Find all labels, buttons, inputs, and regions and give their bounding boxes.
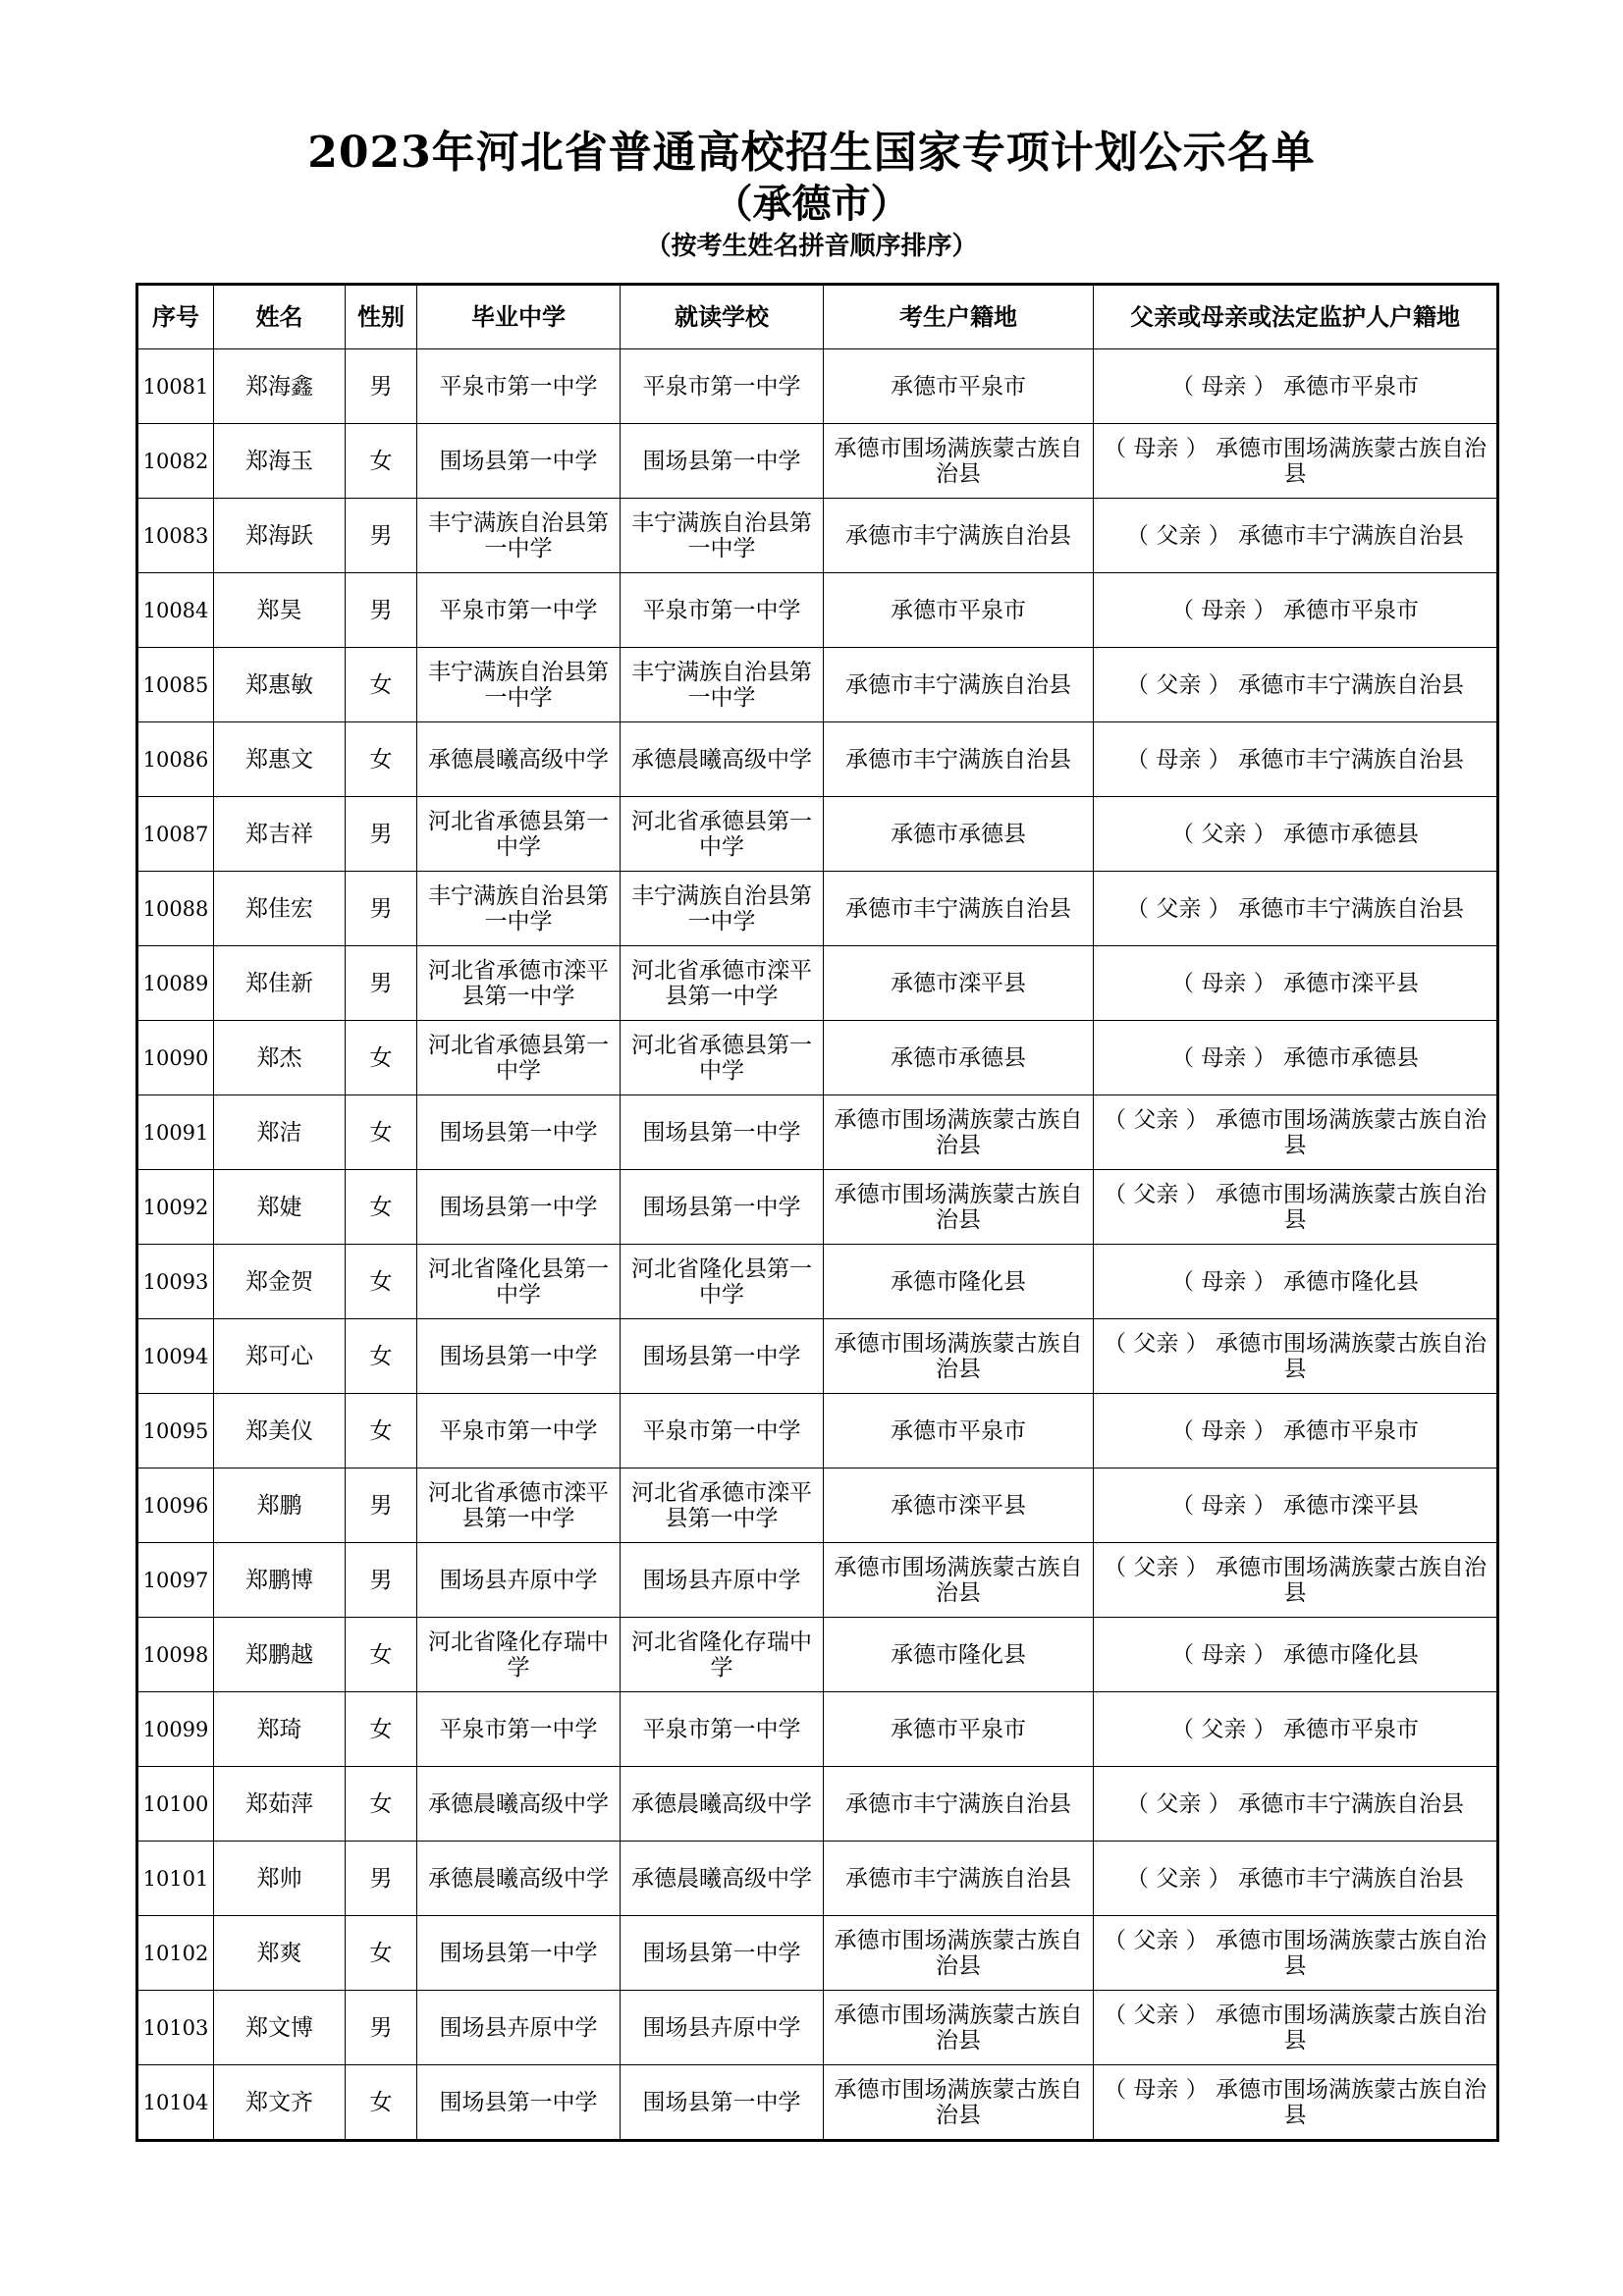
- graduation-school-cell: 丰宁满族自治县第一中学: [417, 872, 621, 946]
- graduation-school-cell: 河北省承德县第一中学: [417, 797, 621, 872]
- gender-cell: 女: [346, 1170, 417, 1245]
- guardian-registration-cell: （ 母亲 ） 承德市平泉市: [1094, 1394, 1498, 1468]
- graduation-school-cell: 承德晨曦高级中学: [417, 1842, 621, 1916]
- serial-number-cell: 10091: [137, 1095, 214, 1170]
- graduation-school-cell: 围场县第一中学: [417, 1916, 621, 1991]
- graduation-school-cell: 河北省隆化县第一中学: [417, 1245, 621, 1319]
- header-gender: 性别: [346, 285, 417, 349]
- document-title: 2023年河北省普通高校招生国家专项计划公示名单: [307, 128, 1316, 178]
- serial-number-cell: 10089: [137, 946, 214, 1021]
- gender-cell: 女: [346, 1692, 417, 1767]
- household-registration-cell: 承德市围场满族蒙古族自治县: [824, 1543, 1094, 1618]
- header-household-registration: 考生户籍地: [824, 285, 1094, 349]
- guardian-registration-cell: （ 父亲 ） 承德市围场满族蒙古族自治县: [1094, 1319, 1498, 1394]
- gender-cell: 女: [346, 648, 417, 722]
- table-row: [137, 1021, 1498, 1095]
- current-school-cell: 河北省隆化存瑞中学: [621, 1618, 824, 1692]
- gender-cell: 女: [346, 1319, 417, 1394]
- household-registration-cell: 承德市围场满族蒙古族自治县: [824, 1319, 1094, 1394]
- serial-number-cell: 10086: [137, 722, 214, 797]
- guardian-registration-cell: （ 父亲 ） 承德市丰宁满族自治县: [1094, 872, 1498, 946]
- current-school-cell: 承德晨曦高级中学: [621, 1842, 824, 1916]
- sort-note: （按考生姓名拼音顺序排序）: [645, 232, 978, 261]
- header-guardian-registration: 父亲或母亲或法定监护人户籍地: [1094, 285, 1498, 349]
- current-school-cell: 围场县第一中学: [621, 1095, 824, 1170]
- household-registration-cell: 承德市丰宁满族自治县: [824, 872, 1094, 946]
- name-cell: 郑文齐: [214, 2065, 346, 2141]
- gender-cell: 女: [346, 722, 417, 797]
- name-cell: 郑惠文: [214, 722, 346, 797]
- gender-cell: 女: [346, 1245, 417, 1319]
- guardian-registration-cell: （ 母亲 ） 承德市承德县: [1094, 1021, 1498, 1095]
- serial-number-cell: 10088: [137, 872, 214, 946]
- graduation-school-cell: 平泉市第一中学: [417, 573, 621, 648]
- name-cell: 郑爽: [214, 1916, 346, 1991]
- graduation-school-cell: 平泉市第一中学: [417, 1394, 621, 1468]
- household-registration-cell: 承德市承德县: [824, 797, 1094, 872]
- graduation-school-cell: 围场县第一中学: [417, 1095, 621, 1170]
- guardian-registration-cell: （ 父亲 ） 承德市丰宁满族自治县: [1094, 648, 1498, 722]
- current-school-cell: 围场县第一中学: [621, 424, 824, 499]
- graduation-school-cell: 丰宁满族自治县第一中学: [417, 648, 621, 722]
- serial-number-cell: 10093: [137, 1245, 214, 1319]
- serial-number-cell: 10099: [137, 1692, 214, 1767]
- name-cell: 郑海跃: [214, 499, 346, 573]
- table-row: [137, 573, 1498, 648]
- current-school-cell: 围场县卉原中学: [621, 1543, 824, 1618]
- graduation-school-cell: 围场县卉原中学: [417, 1543, 621, 1618]
- table-row: [137, 1692, 1498, 1767]
- name-cell: 郑鹏: [214, 1468, 346, 1543]
- name-cell: 郑鹏越: [214, 1618, 346, 1692]
- table-row: [137, 1842, 1498, 1916]
- gender-cell: 男: [346, 1468, 417, 1543]
- household-registration-cell: 承德市丰宁满族自治县: [824, 722, 1094, 797]
- serial-number-cell: 10082: [137, 424, 214, 499]
- name-cell: 郑佳宏: [214, 872, 346, 946]
- gender-cell: 男: [346, 797, 417, 872]
- graduation-school-cell: 河北省承德市滦平县第一中学: [417, 946, 621, 1021]
- household-registration-cell: 承德市平泉市: [824, 1394, 1094, 1468]
- name-cell: 郑美仪: [214, 1394, 346, 1468]
- current-school-cell: 河北省承德县第一中学: [621, 797, 824, 872]
- gender-cell: 男: [346, 946, 417, 1021]
- name-cell: 郑茹萍: [214, 1767, 346, 1842]
- graduation-school-cell: 河北省承德县第一中学: [417, 1021, 621, 1095]
- gender-cell: 男: [346, 872, 417, 946]
- name-cell: 郑惠敏: [214, 648, 346, 722]
- current-school-cell: 河北省承德市滦平县第一中学: [621, 946, 824, 1021]
- gender-cell: 女: [346, 424, 417, 499]
- header-current-school: 就读学校: [621, 285, 824, 349]
- name-cell: 郑昊: [214, 573, 346, 648]
- table-row: [137, 1394, 1498, 1468]
- table-row: [137, 946, 1498, 1021]
- serial-number-cell: 10102: [137, 1916, 214, 1991]
- current-school-cell: 丰宁满族自治县第一中学: [621, 648, 824, 722]
- name-cell: 郑金贺: [214, 1245, 346, 1319]
- guardian-registration-cell: （ 父亲 ） 承德市围场满族蒙古族自治县: [1094, 1916, 1498, 1991]
- current-school-cell: 围场县第一中学: [621, 1170, 824, 1245]
- household-registration-cell: 承德市滦平县: [824, 1468, 1094, 1543]
- document-subtitle: （承德市）: [713, 181, 910, 227]
- graduation-school-cell: 河北省隆化存瑞中学: [417, 1618, 621, 1692]
- table-body: [137, 349, 1498, 2141]
- current-school-cell: 河北省承德县第一中学: [621, 1021, 824, 1095]
- gender-cell: 女: [346, 1618, 417, 1692]
- guardian-registration-cell: （ 父亲 ） 承德市丰宁满族自治县: [1094, 499, 1498, 573]
- guardian-registration-cell: （ 父亲 ） 承德市承德县: [1094, 797, 1498, 872]
- guardian-registration-cell: （ 母亲 ） 承德市平泉市: [1094, 573, 1498, 648]
- gender-cell: 女: [346, 1021, 417, 1095]
- table-row: [137, 2065, 1498, 2141]
- serial-number-cell: 10097: [137, 1543, 214, 1618]
- serial-number-cell: 10081: [137, 349, 214, 424]
- current-school-cell: 丰宁满族自治县第一中学: [621, 499, 824, 573]
- gender-cell: 女: [346, 1394, 417, 1468]
- table-row: [137, 1468, 1498, 1543]
- name-cell: 郑杰: [214, 1021, 346, 1095]
- name-cell: 郑洁: [214, 1095, 346, 1170]
- serial-number-cell: 10085: [137, 648, 214, 722]
- gender-cell: 女: [346, 2065, 417, 2141]
- guardian-registration-cell: （ 母亲 ） 承德市滦平县: [1094, 1468, 1498, 1543]
- household-registration-cell: 承德市围场满族蒙古族自治县: [824, 1095, 1094, 1170]
- table-row: [137, 499, 1498, 573]
- table-row: [137, 722, 1498, 797]
- household-registration-cell: 承德市围场满族蒙古族自治县: [824, 1170, 1094, 1245]
- table-header: [137, 285, 1498, 349]
- gender-cell: 女: [346, 1916, 417, 1991]
- household-registration-cell: 承德市围场满族蒙古族自治县: [824, 2065, 1094, 2141]
- gender-cell: 男: [346, 1543, 417, 1618]
- gender-cell: 女: [346, 1095, 417, 1170]
- name-cell: 郑佳新: [214, 946, 346, 1021]
- current-school-cell: 承德晨曦高级中学: [621, 722, 824, 797]
- current-school-cell: 围场县第一中学: [621, 1916, 824, 1991]
- current-school-cell: 围场县第一中学: [621, 2065, 824, 2141]
- guardian-registration-cell: （ 父亲 ） 承德市丰宁满族自治县: [1094, 1842, 1498, 1916]
- name-cell: 郑婕: [214, 1170, 346, 1245]
- gender-cell: 男: [346, 1991, 417, 2065]
- household-registration-cell: 承德市平泉市: [824, 349, 1094, 424]
- table-row: [137, 1618, 1498, 1692]
- guardian-registration-cell: （ 父亲 ） 承德市丰宁满族自治县: [1094, 1767, 1498, 1842]
- household-registration-cell: 承德市围场满族蒙古族自治县: [824, 1916, 1094, 1991]
- guardian-registration-cell: （ 父亲 ） 承德市平泉市: [1094, 1692, 1498, 1767]
- table-row: [137, 424, 1498, 499]
- serial-number-cell: 10098: [137, 1618, 214, 1692]
- name-cell: 郑可心: [214, 1319, 346, 1394]
- household-registration-cell: 承德市承德县: [824, 1021, 1094, 1095]
- serial-number-cell: 10100: [137, 1767, 214, 1842]
- household-registration-cell: 承德市平泉市: [824, 1692, 1094, 1767]
- name-cell: 郑文博: [214, 1991, 346, 2065]
- household-registration-cell: 承德市丰宁满族自治县: [824, 499, 1094, 573]
- household-registration-cell: 承德市丰宁满族自治县: [824, 1842, 1094, 1916]
- current-school-cell: 平泉市第一中学: [621, 349, 824, 424]
- household-registration-cell: 承德市平泉市: [824, 573, 1094, 648]
- current-school-cell: 围场县卉原中学: [621, 1991, 824, 2065]
- household-registration-cell: 承德市丰宁满族自治县: [824, 648, 1094, 722]
- gender-cell: 男: [346, 1842, 417, 1916]
- gender-cell: 男: [346, 573, 417, 648]
- current-school-cell: 平泉市第一中学: [621, 1692, 824, 1767]
- serial-number-cell: 10096: [137, 1468, 214, 1543]
- graduation-school-cell: 围场县第一中学: [417, 424, 621, 499]
- graduation-school-cell: 围场县第一中学: [417, 1319, 621, 1394]
- gender-cell: 女: [346, 1767, 417, 1842]
- guardian-registration-cell: （ 母亲 ） 承德市隆化县: [1094, 1618, 1498, 1692]
- graduation-school-cell: 围场县第一中学: [417, 2065, 621, 2141]
- name-cell: 郑海鑫: [214, 349, 346, 424]
- name-cell: 郑吉祥: [214, 797, 346, 872]
- name-cell: 郑琦: [214, 1692, 346, 1767]
- graduation-school-cell: 围场县卉原中学: [417, 1991, 621, 2065]
- graduation-school-cell: 承德晨曦高级中学: [417, 1767, 621, 1842]
- guardian-registration-cell: （ 母亲 ） 承德市平泉市: [1094, 349, 1498, 424]
- guardian-registration-cell: （ 父亲 ） 承德市围场满族蒙古族自治县: [1094, 1095, 1498, 1170]
- table-row: [137, 648, 1498, 722]
- table-row: [137, 872, 1498, 946]
- guardian-registration-cell: （ 母亲 ） 承德市滦平县: [1094, 946, 1498, 1021]
- gender-cell: 男: [346, 349, 417, 424]
- header-serial-number: 序号: [137, 285, 214, 349]
- current-school-cell: 平泉市第一中学: [621, 573, 824, 648]
- guardian-registration-cell: （ 父亲 ） 承德市围场满族蒙古族自治县: [1094, 1991, 1498, 2065]
- name-cell: 郑帅: [214, 1842, 346, 1916]
- serial-number-cell: 10101: [137, 1842, 214, 1916]
- household-registration-cell: 承德市围场满族蒙古族自治县: [824, 424, 1094, 499]
- household-registration-cell: 承德市隆化县: [824, 1618, 1094, 1692]
- serial-number-cell: 10087: [137, 797, 214, 872]
- guardian-registration-cell: （ 母亲 ） 承德市围场满族蒙古族自治县: [1094, 2065, 1498, 2141]
- gender-cell: 男: [346, 499, 417, 573]
- guardian-registration-cell: （ 父亲 ） 承德市围场满族蒙古族自治县: [1094, 1543, 1498, 1618]
- table-row: [137, 1095, 1498, 1170]
- serial-number-cell: 10094: [137, 1319, 214, 1394]
- name-cell: 郑海玉: [214, 424, 346, 499]
- table-row: [137, 1767, 1498, 1842]
- graduation-school-cell: 河北省承德市滦平县第一中学: [417, 1468, 621, 1543]
- current-school-cell: 丰宁满族自治县第一中学: [621, 872, 824, 946]
- student-roster-table: [135, 283, 1499, 2142]
- header-graduation-school: 毕业中学: [417, 285, 621, 349]
- current-school-cell: 河北省承德市滦平县第一中学: [621, 1468, 824, 1543]
- table-row: [137, 1245, 1498, 1319]
- header-name: 姓名: [214, 285, 346, 349]
- table-row: [137, 1170, 1498, 1245]
- graduation-school-cell: 丰宁满族自治县第一中学: [417, 499, 621, 573]
- graduation-school-cell: 平泉市第一中学: [417, 349, 621, 424]
- serial-number-cell: 10090: [137, 1021, 214, 1095]
- table-row: [137, 1543, 1498, 1618]
- guardian-registration-cell: （ 母亲 ） 承德市围场满族蒙古族自治县: [1094, 424, 1498, 499]
- serial-number-cell: 10092: [137, 1170, 214, 1245]
- current-school-cell: 河北省隆化县第一中学: [621, 1245, 824, 1319]
- serial-number-cell: 10103: [137, 1991, 214, 2065]
- current-school-cell: 围场县第一中学: [621, 1319, 824, 1394]
- table-row: [137, 797, 1498, 872]
- graduation-school-cell: 平泉市第一中学: [417, 1692, 621, 1767]
- header-row: [137, 285, 1498, 349]
- guardian-registration-cell: （ 母亲 ） 承德市隆化县: [1094, 1245, 1498, 1319]
- household-registration-cell: 承德市滦平县: [824, 946, 1094, 1021]
- serial-number-cell: 10083: [137, 499, 214, 573]
- table-row: [137, 1991, 1498, 2065]
- household-registration-cell: 承德市丰宁满族自治县: [824, 1767, 1094, 1842]
- table-row: [137, 349, 1498, 424]
- household-registration-cell: 承德市围场满族蒙古族自治县: [824, 1991, 1094, 2065]
- name-cell: 郑鹏博: [214, 1543, 346, 1618]
- serial-number-cell: 10084: [137, 573, 214, 648]
- graduation-school-cell: 承德晨曦高级中学: [417, 722, 621, 797]
- guardian-registration-cell: （ 母亲 ） 承德市丰宁满族自治县: [1094, 722, 1498, 797]
- guardian-registration-cell: （ 父亲 ） 承德市围场满族蒙古族自治县: [1094, 1170, 1498, 1245]
- table-row: [137, 1319, 1498, 1394]
- table-row: [137, 1916, 1498, 1991]
- current-school-cell: 平泉市第一中学: [621, 1394, 824, 1468]
- serial-number-cell: 10104: [137, 2065, 214, 2141]
- household-registration-cell: 承德市隆化县: [824, 1245, 1094, 1319]
- serial-number-cell: 10095: [137, 1394, 214, 1468]
- current-school-cell: 承德晨曦高级中学: [621, 1767, 824, 1842]
- graduation-school-cell: 围场县第一中学: [417, 1170, 621, 1245]
